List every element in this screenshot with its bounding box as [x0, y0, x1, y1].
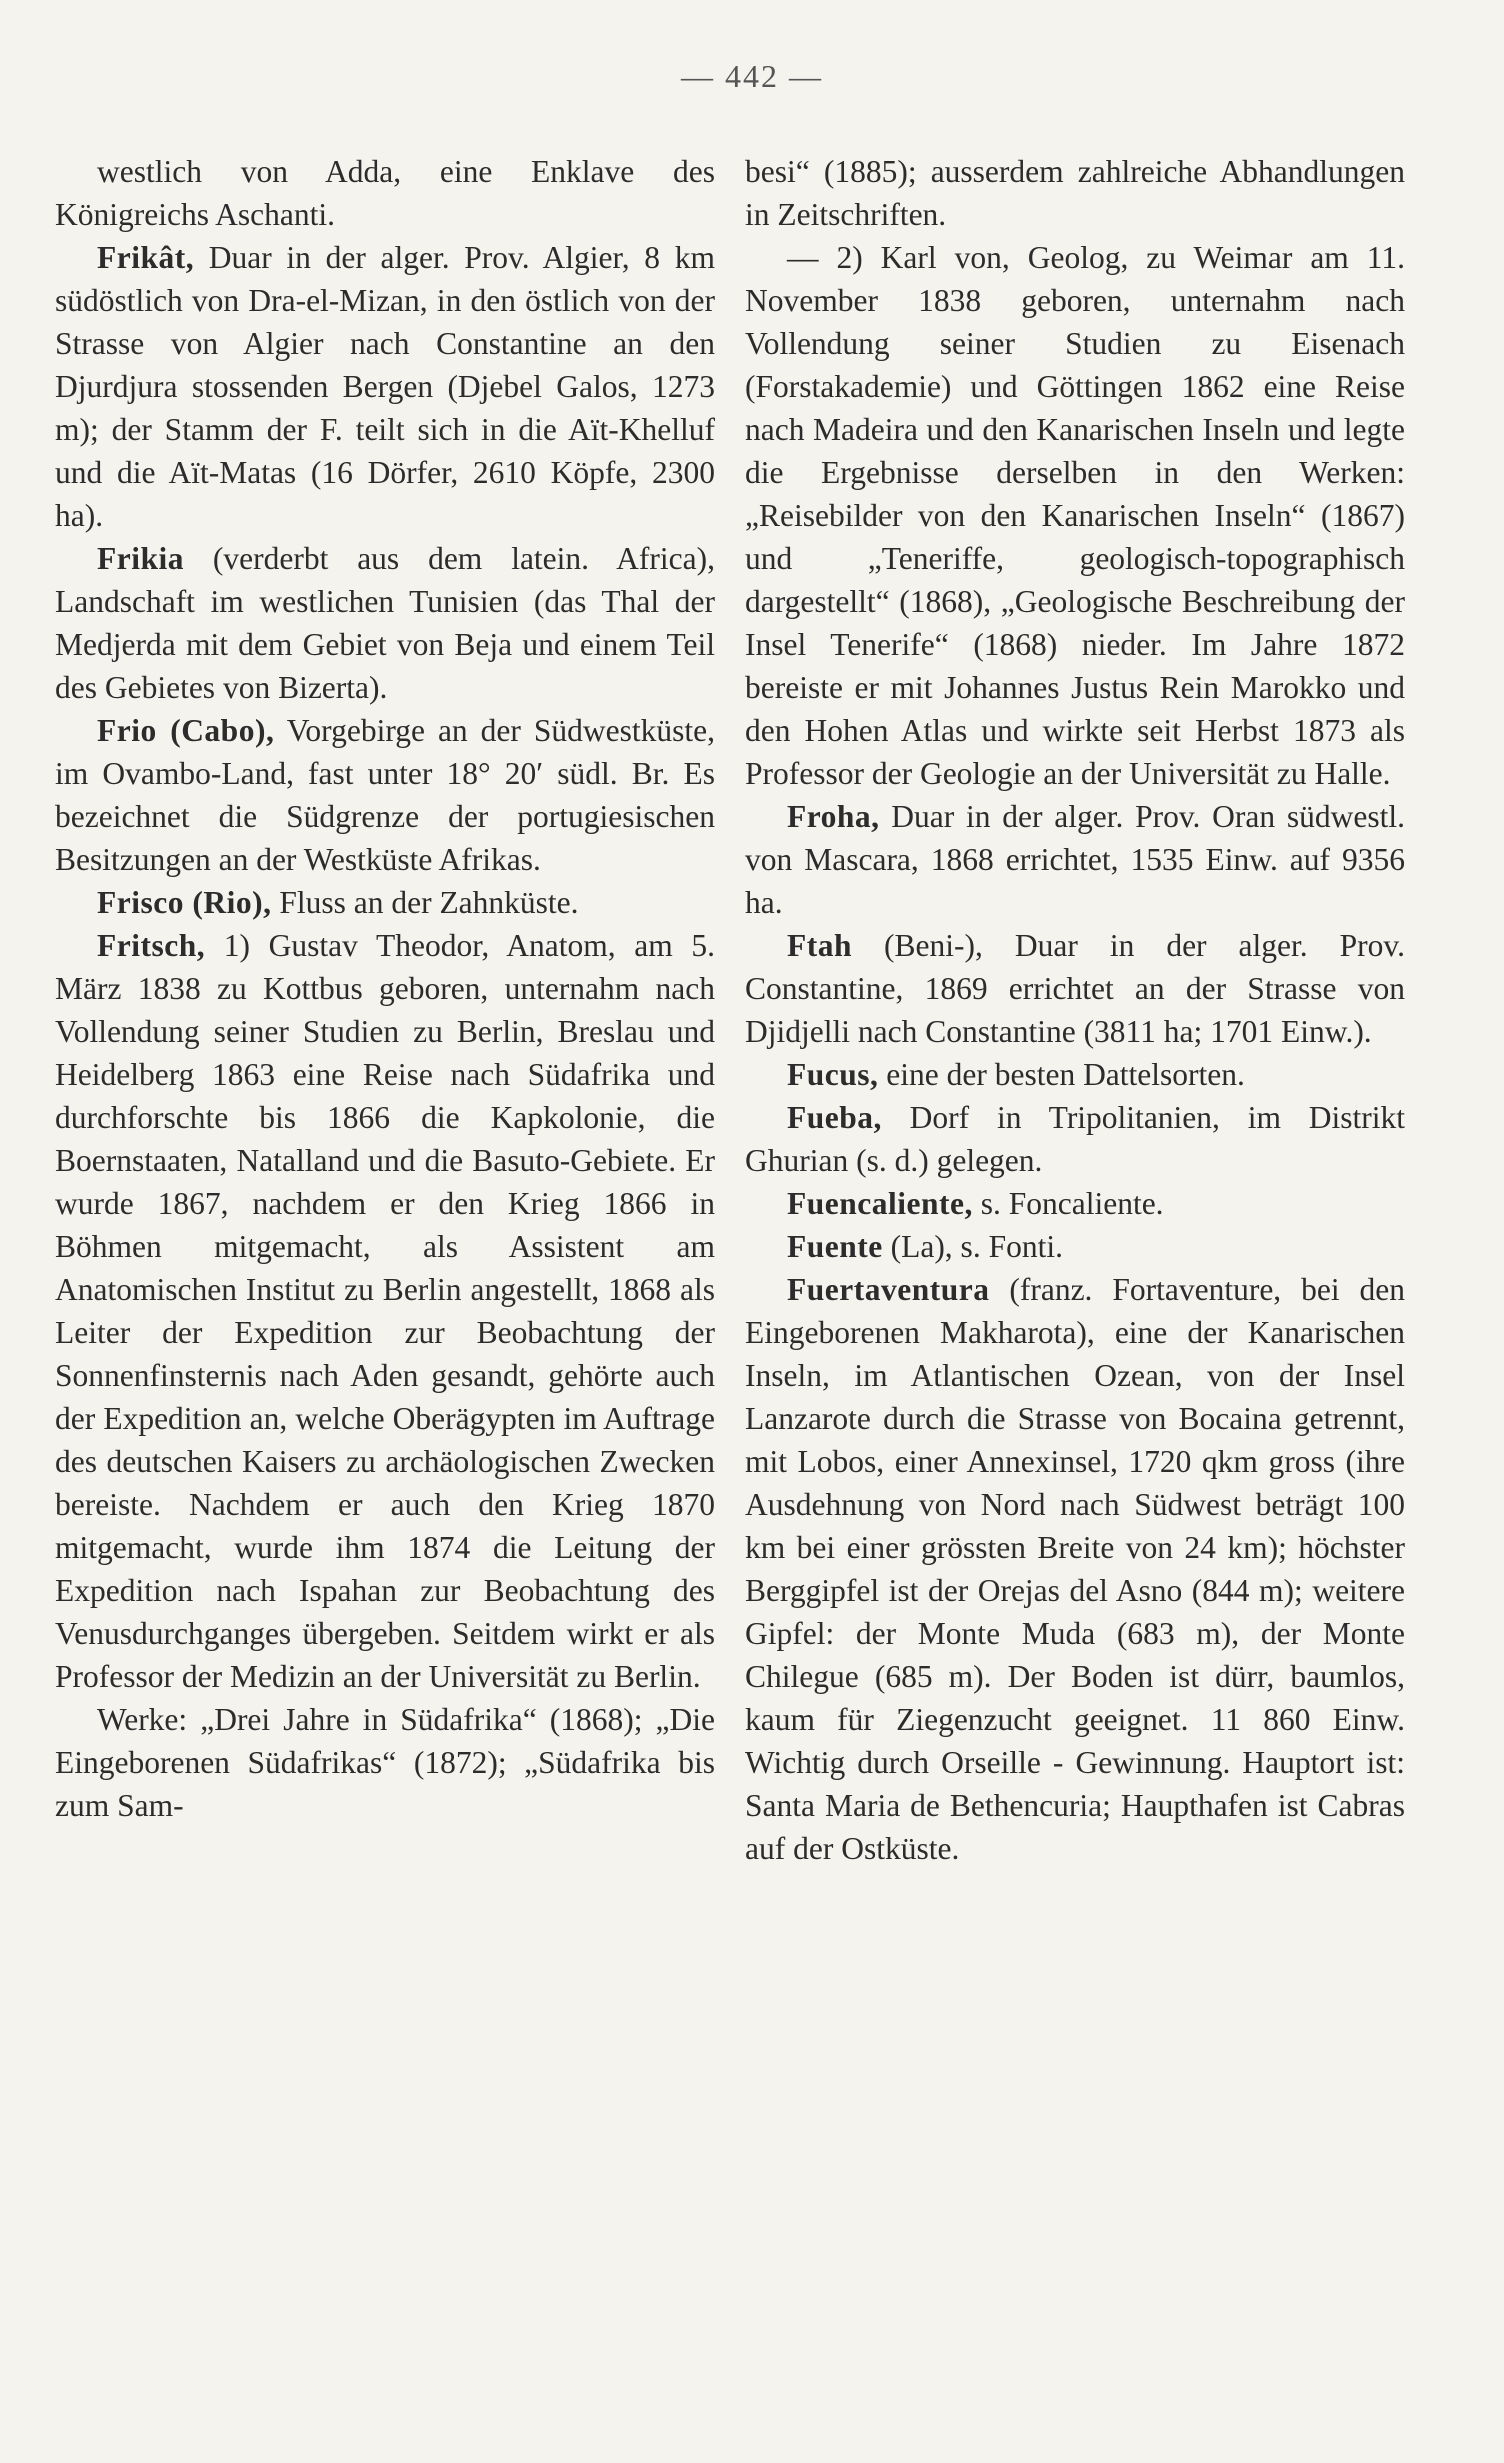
entry-headword: Fucus, [787, 1057, 879, 1092]
entry-body: s. Foncaliente. [972, 1186, 1164, 1221]
entry-headword: Frisco (Rio), [97, 885, 272, 920]
entry-headword: Frio (Cabo), [97, 713, 275, 748]
entry-body: Fluss an der Zahnküste. [271, 885, 579, 920]
entry-body: 1) Gustav Theodor, Anatom, am 5. März 1838 zu Kottbus geboren, unternahm nach Vollendung seiner Studien zu Berlin, Breslau und Heidelberg 1863 eine Reise nach Südafrika und durchforschte bis 1866 die Kapkolonie, die Boernstaaten, Natalland und die Basuto-Gebiete. Er wurde 1867, nachdem er den Krieg 1866 in Böhmen mitgemacht, als Assistent am Anatomischen Institut zu Berlin angestellt, 1868 als Leiter der Expedition zur Beobachtung der Sonnenfinsternis nach Aden gesandt, gehörte auch der Expedition an, welche Oberägypten im Auftrage des deutschen Kaisers zu archäologischen Zwecken bereiste. Nachdem er auch den Krieg 1870 mitgemacht, wurde ihm 1874 die Leitung der Expedition nach Ispahan zur Beobachtung des Venusdurchganges übergeben. Seitdem wirkt er als Professor der Medizin an der Universität zu Berlin. [55, 928, 715, 1694]
left-column [55, 150, 715, 1827]
entry-headword: Fueba, [787, 1100, 882, 1135]
entry-body: Werke: „Drei Jahre in Südafrika“ (1868); „Die Eingeborenen Südafrikas“ (1872); „Südafrika bis zum Sam- [55, 1702, 715, 1823]
entry-frikia [55, 537, 715, 709]
entry-fueba [745, 1096, 1405, 1182]
entry-body: Vorgebirge an der Südwestküste, im Ovambo-Land, fast unter 18° 20′ südl. Br. Es bezeichnet die Südgrenze der portugiesischen Besitzungen an der Westküste Afrikas. [55, 713, 715, 877]
entry-headword: Fuente [787, 1229, 883, 1264]
entry-fuertaventura [745, 1268, 1405, 1870]
entry-body: (Beni-), Duar in der alger. Prov. Constantine, 1869 errichtet an der Strasse von Djidjelli nach Constantine (3811 ha; 1701 Einw.). [745, 928, 1405, 1049]
entry-body: besi“ (1885); ausserdem zahlreiche Abhandlungen in Zeitschriften. [745, 154, 1405, 232]
entry-headword: Froha, [787, 799, 880, 834]
entry-body: Duar in der alger. Prov. Oran südwestl. von Mascara, 1868 errichtet, 1535 Einw. auf 9356 ha. [745, 799, 1405, 920]
entry-body: Dorf in Tripolitanien, im Distrikt Ghurian (s. d.) gelegen. [745, 1100, 1405, 1178]
entry-headword: Frikia [97, 541, 184, 576]
entry-body: (La), s. Fonti. [882, 1229, 1063, 1264]
entry-ftah [745, 924, 1405, 1053]
entry-headword: Ftah [787, 928, 852, 963]
entry-frikat [55, 236, 715, 537]
entry-frio [55, 709, 715, 881]
entry-fuente [745, 1225, 1405, 1268]
entry-headword: Frikât, [97, 240, 195, 275]
entry-headword: Fuertaventura [787, 1272, 990, 1307]
entry-continuation: westlich von Adda, eine Enklave des Königreichs Aschanti. [55, 154, 715, 232]
page-number: — 442 — [681, 58, 823, 94]
entry-fritsch-karl [745, 236, 1405, 795]
entry-headword: Fuencaliente, [787, 1186, 973, 1221]
entry-body: (franz. Fortaventure, bei den Eingeborenen Makharota), eine der Kanarischen Inseln, im Atlantischen Ozean, von der Insel Lanzarote durch die Strasse von Bocaina getrennt, mit Lobos, einer Annexinsel, 1720 qkm gross (ihre Ausdehnung von Nord nach Südwest beträgt 100 km bei einer grössten Breite von 24 km); höchster Berggipfel ist der Orejas del Asno (844 m); weitere Gipfel: der Monte Muda (683 m), der Monte Chilegue (685 m). Der Boden ist dürr, baumlos, kaum für Ziegenzucht geeignet. 11 860 Einw. Wichtig durch Orseille - Gewinnung. Hauptort ist: Santa Maria de Bethencuria; Haupthafen ist Cabras auf der Ostküste. [745, 1272, 1405, 1866]
entry-body: — 2) Karl von, Geolog, zu Weimar am 11. November 1838 geboren, unternahm nach Vollendung seiner Studien zu Eisenach (Forstakademie) und Göttingen 1862 eine Reise nach Madeira und den Kanarischen Inseln und legte die Ergebnisse derselben in den Werken: „Reisebilder von den Kanarischen Inseln“ (1867) und „Teneriffe, geologisch-topographisch dargestellt“ (1868), „Geologische Beschreibung der Insel Tenerife“ (1868) nieder. Im Jahre 1872 bereiste er mit Johannes Justus Rein Marokko und den Hohen Atlas und wirkte seit Herbst 1873 als Professor der Geologie an der Universität zu Halle. [745, 240, 1405, 791]
entry-froha [745, 795, 1405, 924]
entry-fritsch [55, 924, 715, 1698]
entry-frisco [55, 881, 715, 924]
entry-fritsch-works [55, 1698, 715, 1827]
entry-body: (verderbt aus dem latein. Africa), Landschaft im westlichen Tunisien (das Thal der Medjerda mit dem Gebiet von Beja und einem Teil des Gebietes von Bizerta). [55, 541, 715, 705]
entry-headword: Fritsch, [97, 928, 206, 963]
entry-fuencaliente [745, 1182, 1405, 1225]
entry-body: eine der besten Dattelsorten. [878, 1057, 1245, 1092]
entry-continuation [745, 150, 1405, 236]
entry-body: Duar in der alger. Prov. Algier, 8 km südöstlich von Dra-el-Mizan, in den östlich von der Strasse von Algier nach Constantine an den Djurdjura stossenden Bergen (Djebel Galos, 1273 m); der Stamm der F. teilt sich in die Aït-Khelluf und die Aït-Matas (16 Dörfer, 2610 Köpfe, 2300 ha). [55, 240, 715, 533]
entry-fucus [745, 1053, 1405, 1096]
right-column [745, 150, 1405, 1870]
